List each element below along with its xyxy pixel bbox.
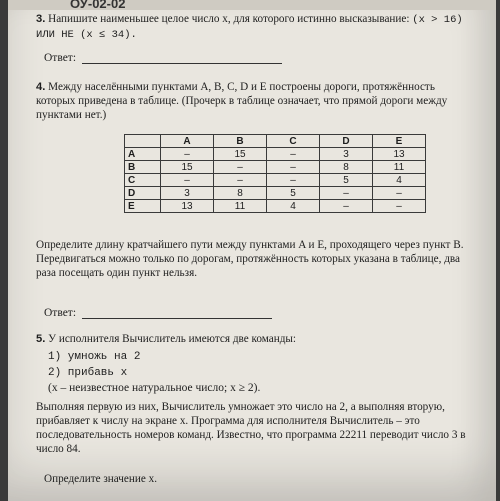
question-3-answer [44,52,282,64]
table-cell: – [267,161,320,174]
header-strip [8,0,496,10]
table-header-cell [125,135,161,148]
table-row-header: A [125,148,161,161]
table-row-header: C [125,174,161,187]
question-4-number: 4. [36,81,46,93]
table-cell: – [267,148,320,161]
question-5-number: 5. [36,333,46,345]
table-cell: 13 [161,200,214,213]
table-cell: – [161,174,214,187]
question-3 [36,12,471,42]
table-row [125,161,426,174]
question-3-answer-label: Ответ: [44,52,77,64]
table-cell: 13 [373,148,426,161]
command-2 [48,366,127,379]
table-cell: – [320,187,373,200]
question-4-task: Определите длину кратчайшего пути между пунктами A и E, проходящего через пункт B. Передвигаться можно только по дорогам, протяжённость которых указана в таблице, два раза посещать один пункт нельзя. [36,239,464,279]
table-header-cell: A [161,135,214,148]
table-header-cell: B [214,135,267,148]
table-cell: 15 [161,161,214,174]
table-row [125,148,426,161]
table-cell: – [320,200,373,213]
command-1 [48,350,140,363]
question-4-answer-line[interactable] [82,307,272,319]
table-cell: 4 [267,200,320,213]
question-3-text: Напишите наименьшее целое число x, для которого истинно высказывание: [48,13,410,25]
command-note: (x – неизвестное натуральное число; x ≥ 2). [48,382,261,394]
table-header-cell: D [320,135,373,148]
table-header-row [125,135,426,148]
question-4-intro-text: Между населёнными пунктами A, B, C, D и E построены дороги, протяжённость которых приведена в таблице. (Прочерк в таблице означает, что прямой дороги между пунктами нет.) [36,81,448,121]
question-5-task: Определите значение x. [44,473,157,485]
worksheet-page [8,0,496,501]
table-cell: – [214,174,267,187]
question-5-body: Выполняя первую из них, Вычислитель умножает это число на 2, а выполняя вторую, прибавляет к числу на экране x. Программа для исполнителя Вычислитель – это последовательность номеров команд. Известно, что программа 22211 переводит число 3 в число 84. [36,401,466,455]
table-cell: – [267,174,320,187]
table-cell: – [214,161,267,174]
command-1-text: 1) умножь на 2 [48,351,141,363]
table-cell: 3 [161,187,214,200]
question-5-intro [36,332,471,346]
table-cell: 3 [320,148,373,161]
table-row [125,174,426,187]
table-row-header: D [125,187,161,200]
table-header-cell: E [373,135,426,148]
table-cell: 11 [373,161,426,174]
question-4-intro [36,80,471,122]
table-row [125,187,426,200]
table-row-header: E [125,200,161,213]
table-row [125,200,426,213]
table-cell: 5 [320,174,373,187]
table-cell: – [373,200,426,213]
question-5-intro-text: У исполнителя Вычислитель имеются две команды: [48,333,297,345]
table-cell: – [161,148,214,161]
question-3-number: 3. [36,13,46,25]
header-code: ОУ-02-02 [70,0,126,11]
table-cell: 11 [214,200,267,213]
distance-table [124,134,426,213]
table-cell: 5 [267,187,320,200]
question-4-answer [44,307,272,319]
table-header-cell: C [267,135,320,148]
question-3-expression: (x > 16) ИЛИ НЕ (x ≤ 34). [36,14,463,41]
question-4-answer-label: Ответ: [44,307,77,319]
table-cell: 15 [214,148,267,161]
question-3-answer-line[interactable] [82,52,282,64]
table-cell: 8 [320,161,373,174]
table-row-header: B [125,161,161,174]
table-cell: 8 [214,187,267,200]
table-cell: 4 [373,174,426,187]
command-2-text: 2) прибавь x [48,367,128,379]
table-cell: – [373,187,426,200]
